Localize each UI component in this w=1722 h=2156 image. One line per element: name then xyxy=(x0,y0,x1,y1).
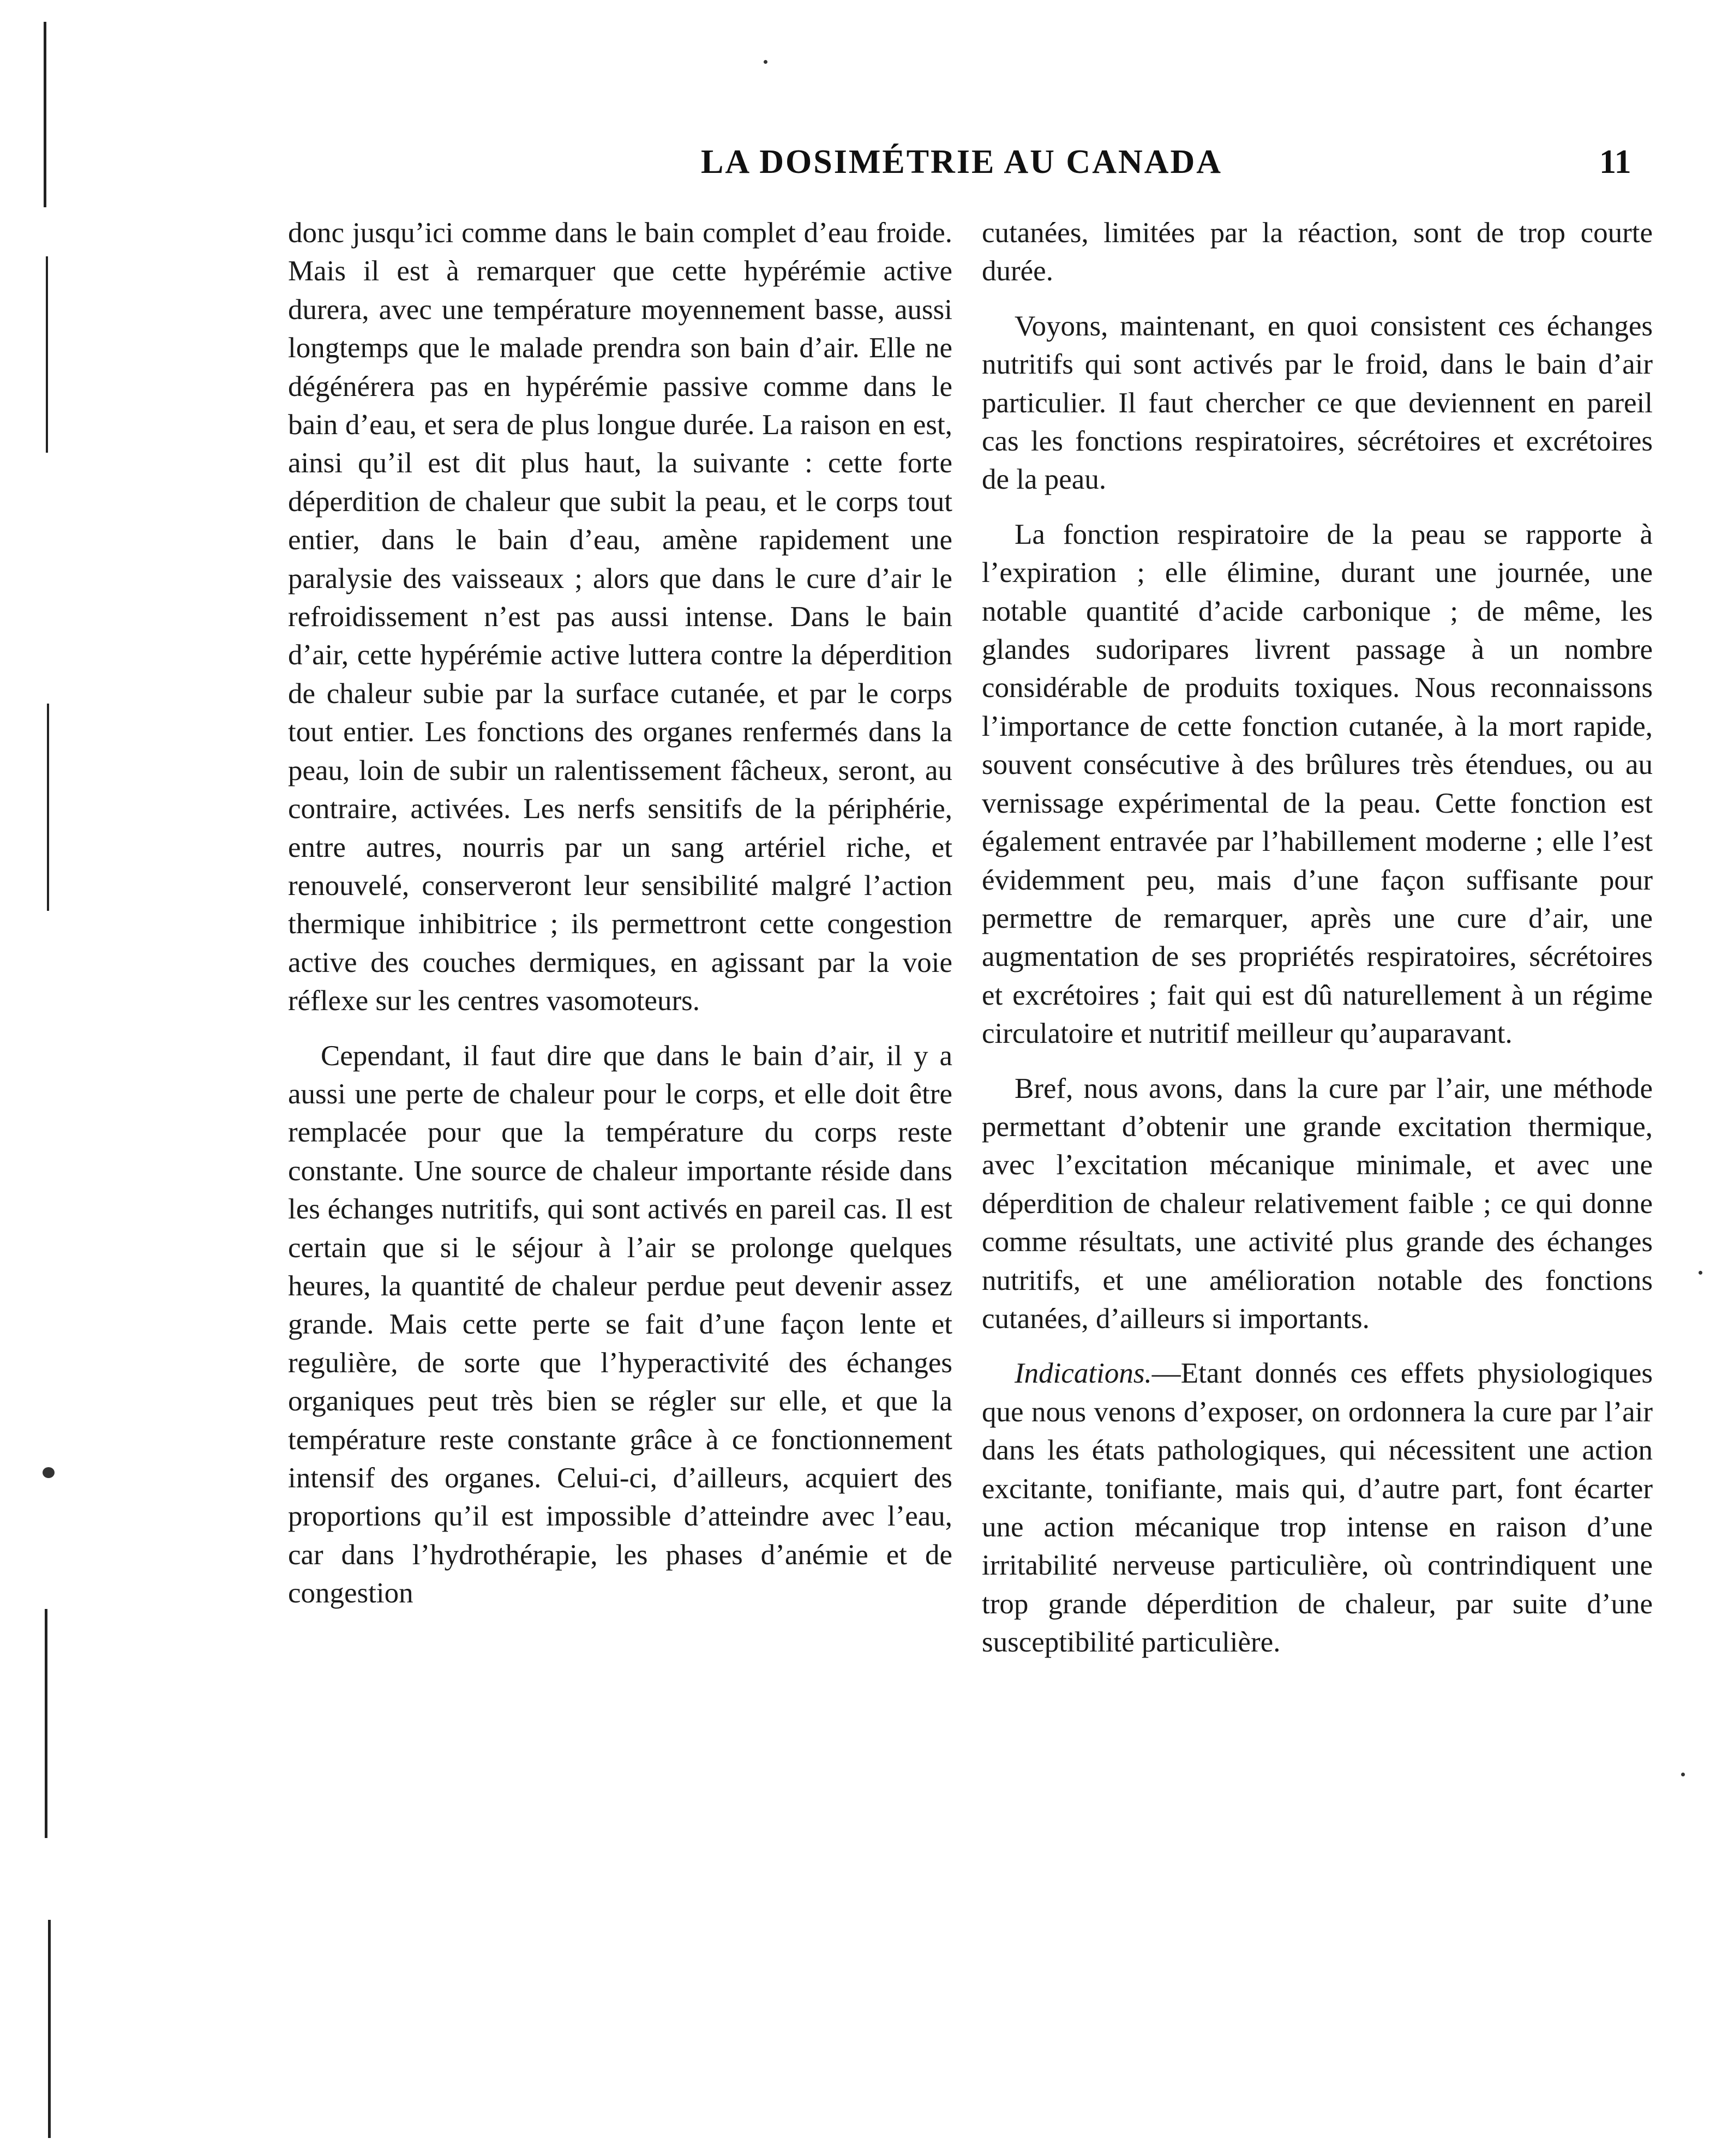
ink-speck xyxy=(1681,1773,1685,1776)
paragraph: La fonction respiratoire de la peau se rapporte à l’expiration ; elle élimine, durant une journée, une notable quantité d’acide carbonique ; de même, les glandes sudoripares livrent passage à un nombre considérable de produits toxiques. Nous reconnaissons l’importance de cette fonction cutanée, à la mort rapide, souvent consécutive à des brûlures très étendues, ou au vernissage expérimental de la peau. Cette fonction est également entravée par l’habillement moderne ; elle l’est évidemment peu, mais d’une façon suffisante pour permettre de remarquer, après une cure d’air, une augmentation de ses propriétés respiratoires, sécrétoires et excrétoires ; fait qui est dû naturellement à un régime circulatoire et nutritif meilleur qu’auparavant. xyxy=(982,518,1653,1050)
paragraph: Bref, nous avons, dans la cure par l’air, une méthode permettant d’obtenir une grande excitation thermique, avec l’excitation mécanique minimale, et avec une déperdition de chaleur relativement faible ; ce qui donne comme résultats, une activité plus grande des échanges nutritifs, et une amélioration notable des fonctions cutanées, d’ailleurs si importants. xyxy=(982,1072,1653,1335)
margin-rule-artifact xyxy=(48,1920,51,2138)
ink-speck xyxy=(1699,1271,1702,1275)
paragraph: cutanées, limitées par la réaction, sont de trop courte durée. xyxy=(982,217,1653,287)
left-text-column xyxy=(288,214,952,1629)
paragraph: donc jusqu’ici comme dans le bain complet d’eau froide. Mais il est à remarquer que cette hypérémie active durera, avec une température moyennement basse, aussi longtemps que le malade prendra son bain d’air. Elle ne dégénérera pas en hypérémie passive comme dans le bain d’eau, et sera de plus longue durée. La raison en est, ainsi qu’il est dit plus haut, la suivante : cette forte déperdition de chaleur que subit la peau, et le corps tout entier, dans le bain d’eau, amène rapidement une paralysie des vaisseaux ; alors que dans le cure d’air le refroidissement n’est pas aussi intense. Dans le bain d’air, cette hypérémie active luttera contre la déperdition de chaleur subie par la surface cutanée, et par le corps tout entier. Les fonctions des organes renfermés dans la peau, loin de subir un ralentissement fâcheux, seront, au contraire, activées. Les nerfs sensitifs de la périphérie, entre autres, nourris par un sang artériel riche, et renouvelé, conserveront leur sensibilité malgré l’action thermique inhibitrice ; ils permettront cette congestion active des couches dermiques, en agissant par la voie réflexe sur les centres vasomoteurs. xyxy=(288,217,952,1017)
ink-speck xyxy=(764,60,767,64)
paragraph-text: —Etant donnés ces effets physiologiques que nous venons d’exposer, on ordonnera la cure par l’air dans les états pathologiques, qui nécessitent une action excitante, tonifiante, mais qui, d’autre part, font écarter une action mécanique trop intense en raison d’une irritabilité nerveuse particulière, où contrindiquent une trop grande déperdition de chaleur, par suite d’une susceptibilité particulière. xyxy=(982,1358,1653,1659)
section-lead: Indications. xyxy=(1015,1358,1152,1390)
page-number: 11 xyxy=(1599,143,1631,181)
right-text-column xyxy=(982,214,1653,1678)
margin-rule-artifact xyxy=(46,256,48,453)
paragraph: Cependant, il faut dire que dans le bain d’air, il y a aussi une perte de chaleur pour le corps, et elle doit être remplacée pour que la température du corps reste constante. Une source de chaleur importante réside dans les échanges nutritifs, qui sont activés en pareil cas. Il est certain que si le séjour à l’air se prolonge quelques heures, la quantité de chaleur perdue peut devenir assez grande. Mais cette perte se fait d’une façon lente et regulière, de sorte que l’hyperactivité des échanges organiques peut très bien se régler sur elle, et que la température reste constante grâce à ce fonctionnement intensif des organes. Celui-ci, d’ailleurs, acquiert des proportions qu’il est impossible d’atteindre avec l’eau, car dans l’hydrothérapie, les phases d’anémie et de congestion xyxy=(288,1040,952,1610)
paragraph: Voyons, maintenant, en quoi consistent ces échanges nutritifs qui sont activés par le froid, dans le bain d’air particulier. Il faut chercher ce que deviennent en pareil cas les fonctions respiratoires, sécrétoires et excrétoires de la peau. xyxy=(982,310,1653,496)
running-head: LA DOSIMÉTRIE AU CANADA xyxy=(701,143,1223,181)
ink-speck xyxy=(43,1467,55,1478)
paragraph-indications xyxy=(982,1354,1653,1661)
margin-rule-artifact xyxy=(47,704,49,911)
margin-rule-artifact xyxy=(44,22,46,207)
margin-rule-artifact xyxy=(45,1609,47,1838)
